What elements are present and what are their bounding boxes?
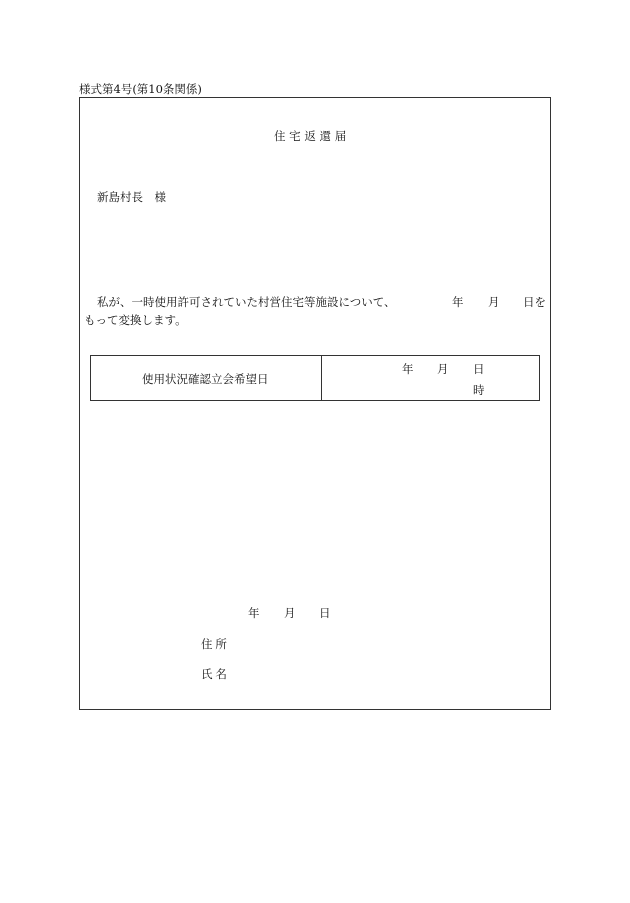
body-text-line2: もって変換します。	[84, 313, 187, 327]
inspection-month: 月	[437, 362, 449, 376]
body-date-day: 日を	[523, 295, 546, 309]
body-date-year: 年	[452, 295, 464, 309]
inspection-day: 日	[473, 362, 485, 376]
body-text-line1: 私が、一時使用許可されていた村営住宅等施設について、	[97, 295, 396, 309]
table-divider	[321, 356, 322, 400]
addressee: 新島村長 様	[97, 190, 166, 204]
document-title: 住宅返還届	[274, 129, 350, 143]
address-label: 住所	[201, 637, 230, 651]
body-date-month: 月	[488, 295, 500, 309]
signature-year: 年	[248, 606, 260, 620]
inspection-year: 年	[402, 362, 414, 376]
signature-day: 日	[319, 606, 331, 620]
form-number-label: 様式第4号(第10条関係)	[79, 82, 202, 96]
inspection-date-label: 使用状況確認立会希望日	[142, 372, 269, 386]
name-label: 氏名	[201, 667, 230, 681]
inspection-hour: 時	[473, 383, 485, 397]
inspection-date-table	[90, 355, 540, 401]
signature-month: 月	[284, 606, 296, 620]
